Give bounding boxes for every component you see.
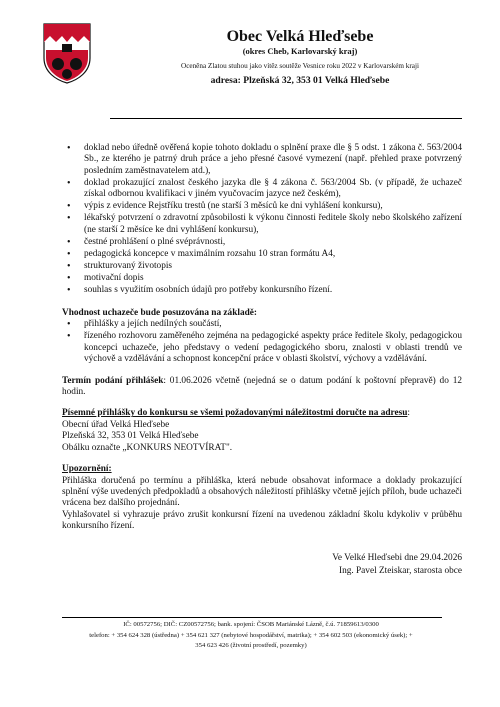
- list-item: • výpis z evidence Rejstříku trestů (ne starší 3 měsíců ke dni vyhlášení konkursu),: [62, 201, 462, 212]
- signature-place-date: Ve Velké Hleďsebi dne 29.04.2026: [332, 552, 462, 563]
- letterhead: [150, 28, 450, 89]
- document-body: [62, 143, 462, 577]
- notice-text: Vyhlašovatel si vyhrazuje právo zrušit konkursní řízení na uvedenou základní školu kdykoliv v průběhu konkursního řízení.: [62, 509, 462, 532]
- notice-text: Přihláška doručená po termínu a přihláška, která nebude obsahovat informace a doklady prokazující splnění výše uvedených předpokladů a obsahových náležitostí přihlášky včetně jejích příloh, bude uchazeči vrácena bez dalšího projednání.: [62, 475, 462, 509]
- municipality-address: adresa: Plzeňská 32, 353 01 Velká Hleďsebe: [210, 75, 390, 86]
- list-item: • čestné prohlášení o plné svéprávnosti,: [62, 237, 462, 248]
- signature-name: Ing. Pavel Zteiskar, starosta obce: [338, 565, 462, 576]
- submission-section: Písemné přihlášky do konkursu se všemi požadovanými náležitostmi doručte na adresu: Obecní úřad Velká Hleďsebe Plzeňská 32, 353 01 Velká Hleďsebe Obálku označte „KONKURS NEOTVÍRAT".: [62, 408, 462, 454]
- signature-block: [62, 553, 462, 578]
- coat-of-arms-icon: [42, 22, 92, 84]
- list-item: • řízeného rozhovoru zaměřeného zejména na pedagogické aspekty práce ředitele školy, pedagogickou koncepci uchazeče, jeho představy o vedení pedagogického sboru, znalosti v oblasti trendů ve výchově a vzdělávání a schopnost koncepční práce v oblasti školství, výchovy a vzdělávání.: [62, 331, 462, 365]
- assessment-title: Vhodnost uchazeče bude posuzována na základě:: [62, 308, 258, 319]
- list-item: • doklad nebo úředně ověřená kopie tohoto dokladu o splnění praxe dle § 5 odst. 1 zákona č. 563/2004 Sb., ze kterého je patrný druh práce a jeho přesné časové vymezení (např. přehled praxe potvrzený posledním zaměstnavatelem atd.),: [62, 143, 462, 177]
- footer-ids: IČ: 00572756; DIČ: CZ00572756; bank. spojení: ČSOB Mariánské Lázně, č.ú. 71859613/0300: [123, 621, 379, 628]
- header-divider: [110, 118, 462, 119]
- list-item: • souhlas s využitím osobních údajů pro potřeby konkursního řízení.: [62, 285, 462, 296]
- deadline-label: Termín podání přihlášek: [62, 375, 164, 386]
- notice-section: [62, 464, 462, 532]
- assessment-list: [62, 319, 462, 365]
- list-item: • strukturovaný životopis: [62, 261, 462, 272]
- municipality-district: (okres Cheb, Karlovarský kraj): [242, 46, 358, 56]
- submission-line: Obálku označte „KONKURS NEOTVÍRAT".: [62, 442, 233, 453]
- list-item: • doklad prokazující znalost českého jazyka dle § 4 zákona č. 563/2004 Sb. (v případě, že uchazeč získal odbornou kvalifikaci v jiném vyučovacím jazyce než českém),: [62, 178, 462, 201]
- award-note: Oceněna Zlatou stuhou jako vítěz soutěže Vesnice roku 2022 v Karlovarském kraji: [181, 62, 419, 70]
- footer-divider: [62, 617, 442, 618]
- list-item: • motivační dopis: [62, 273, 462, 284]
- requirements-list: [62, 143, 462, 296]
- footer-phones-cont: 354 623 426 (životní prostředí, pozemky): [195, 642, 307, 649]
- list-item: • přihlášky a jejích nedílných součástí,: [62, 319, 462, 330]
- list-item: • lékařský potvrzení o zdravotní způsobilosti k výkonu činnosti ředitele školy nebo školského zařízení (ne starší 2 měsíce ke dni vyhlášení konkursu),: [62, 213, 462, 236]
- submission-line: Obecní úřad Velká Hleďsebe: [62, 419, 170, 430]
- deadline-text: : 01.06.2026 včetně (nejedná se o datum podání k poštovní přepravě) do 12 hodin.: [62, 375, 462, 398]
- submission-line: Plzeňská 32, 353 01 Velká Hleďsebe: [62, 431, 199, 442]
- submission-title: Písemné přihlášky do konkursu se všemi požadovanými náležitostmi doručte na adresu: [62, 408, 408, 419]
- notice-title: Upozornění:: [62, 464, 112, 475]
- footer-phones: telefon: + 354 624 328 (ústředna) + 354 621 327 (nebytové hospodářství, matrika); + 354 602 503 (ekonomický úsek); +: [89, 631, 413, 639]
- footer: [55, 620, 447, 652]
- municipality-title: Obec Velká Hleďsebe: [226, 28, 374, 45]
- deadline-paragraph: [62, 376, 462, 399]
- list-item: • pedagogická koncepce v maximálním rozsahu 10 stran formátu A4,: [62, 249, 462, 260]
